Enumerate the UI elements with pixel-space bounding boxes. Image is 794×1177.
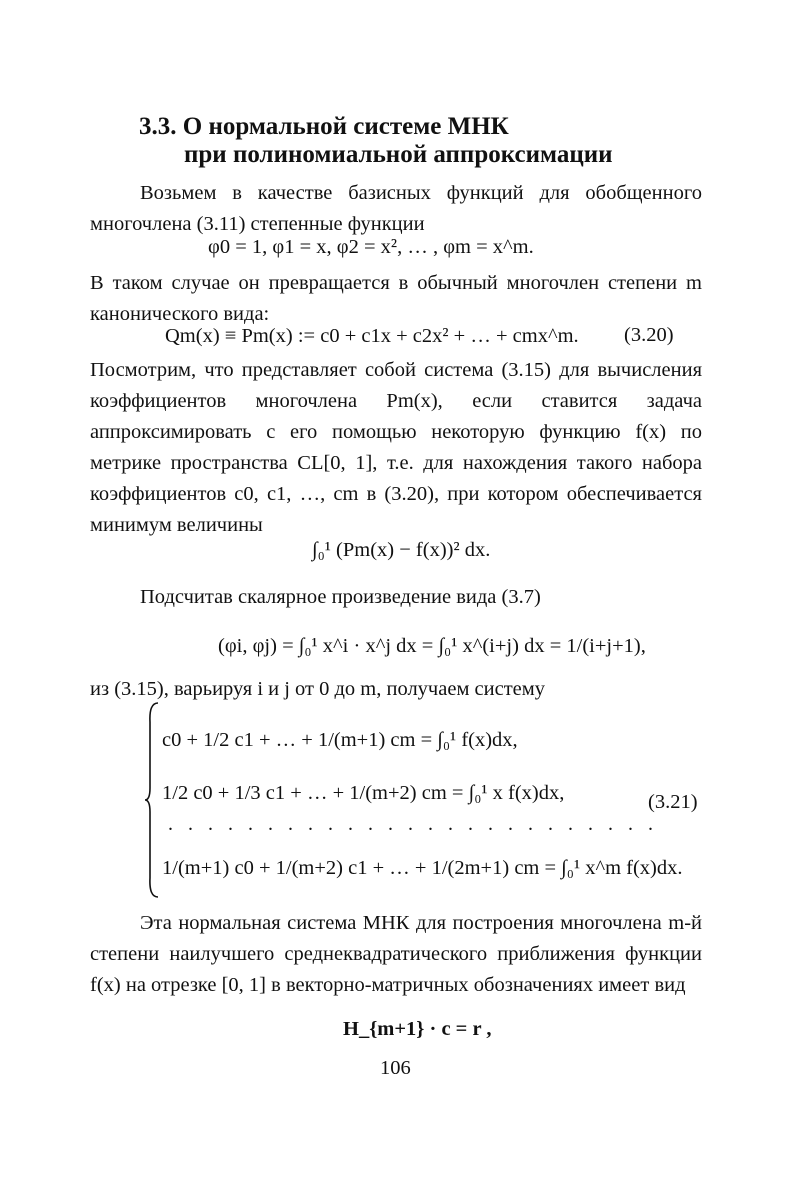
system-equation-1: c0 + 1/2 c1 + … + 1/(m+1) cm = ∫₀¹ f(x)dx, (162, 729, 518, 751)
system-equation-2: 1/2 c0 + 1/3 c1 + … + 1/(m+2) cm = ∫₀¹ x f(x)dx, (162, 782, 565, 804)
system-ellipsis-row: . . . . . . . . . . . . . . . . . . . . . . . . . (168, 813, 658, 835)
paragraph-2: В таком случае он превращается в обычный многочлен степени m канонического вида: (90, 272, 702, 325)
equation-scalar-product (218, 634, 646, 658)
system-brace (145, 702, 159, 898)
paragraph-3: Посмотрим, что представляет собой система (3.15) для вычисления коэффициентов многочлена Pm(x), если ставится задача аппроксимировать с его помощью некоторую функцию f(x) по метрике пространства CL[0, 1], т.е. для нахождения такого набора коэффициентов c0, c1, …, cm в (3.20), при котором обеспечивается минимум величины (90, 359, 702, 536)
equation-integral (312, 538, 490, 562)
canonical-polynomial: Qm(x) ≡ Pm(x) := c0 + c1x + c2x² + … + cmx^m. (165, 325, 579, 347)
section-title-line2: при полиномиальной аппроксимации (184, 141, 613, 168)
scalar-product: (φi, φj) = ∫₀¹ x^i · x^j dx = ∫₀¹ x^(i+j) dx = 1/(i+j+1), (218, 635, 646, 657)
section-title: 3.3. О нормальной системе МНК (139, 113, 509, 140)
equation-basis (208, 235, 534, 259)
matrix-equation: H_{m+1} · c = r , (343, 1018, 492, 1040)
equation-label-3-21: (3.21) (648, 791, 698, 813)
page-number: 106 (380, 1057, 411, 1079)
system-row-1 (162, 728, 518, 752)
paragraph-1: Возьмем в качестве базисных функций для обобщенного многочлена (3.11) степенные функции (90, 182, 702, 235)
equation-matrix (343, 1017, 491, 1041)
system-row-3 (162, 856, 683, 880)
basis-functions: φ0 = 1, φ1 = x, φ2 = x², … , φm = x^m. (208, 236, 534, 258)
equation-3-20 (165, 324, 579, 348)
paragraph-6: Эта нормальная система МНК для построения многочлена m-й степени наилучшего среднеквадратического приближения функции f(x) на отрезке [0, 1] в векторно-матричных обозначениях имеет вид (90, 912, 702, 996)
least-squares-integral: ∫₀¹ (Pm(x) − f(x))² dx. (312, 539, 491, 561)
equation-label-3-20: (3.20) (624, 324, 674, 346)
system-row-2 (162, 781, 564, 805)
paragraph-5: из (3.15), варьируя i и j от 0 до m, получаем систему (90, 678, 545, 700)
paragraph-4: Подсчитав скалярное произведение вида (3.7) (140, 586, 541, 608)
system-equation-3: 1/(m+1) c0 + 1/(m+2) c1 + … + 1/(2m+1) cm = ∫₀¹ x^m f(x)dx. (162, 857, 683, 879)
